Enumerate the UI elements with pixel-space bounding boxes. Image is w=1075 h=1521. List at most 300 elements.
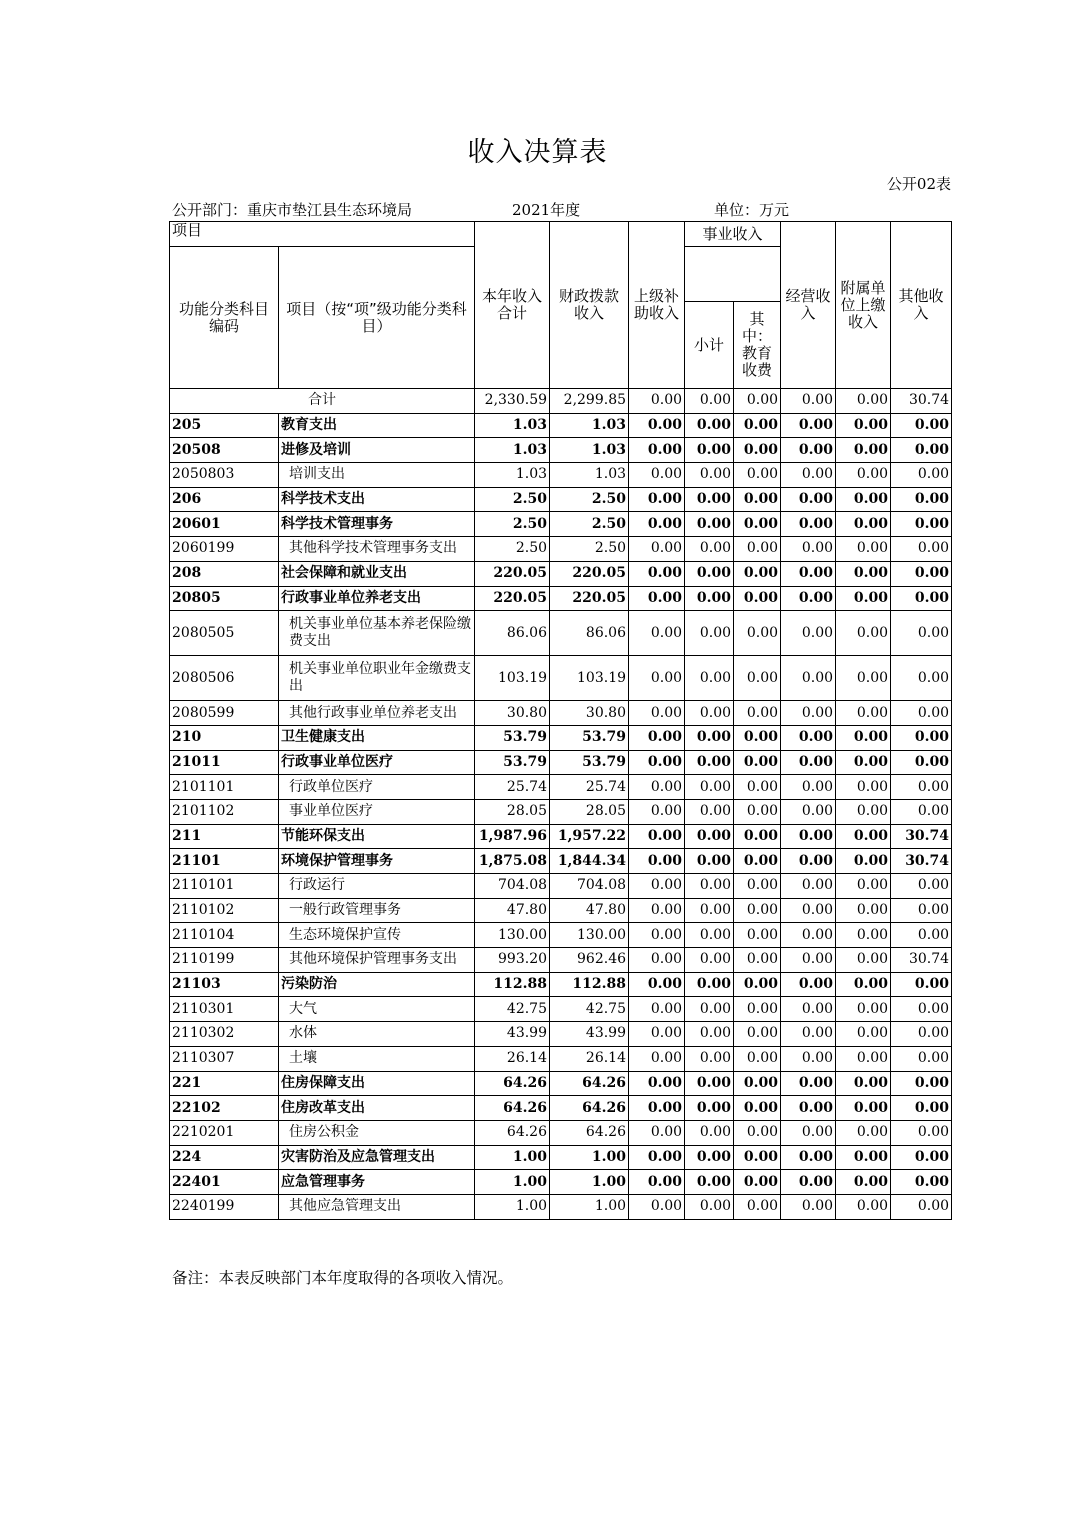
row-value: 0.00 xyxy=(781,463,836,488)
row-name: 教育支出 xyxy=(279,413,475,438)
row-code: 221 xyxy=(170,1071,279,1096)
table-row xyxy=(170,824,952,849)
row-value: 0.00 xyxy=(781,1194,836,1219)
row-value: 26.14 xyxy=(475,1046,550,1071)
row-value: 0.00 xyxy=(836,463,891,488)
row-name: 水体 xyxy=(279,1022,475,1047)
table-row xyxy=(170,923,952,948)
row-value: 0.00 xyxy=(891,413,952,438)
row-value: 220.05 xyxy=(550,561,629,586)
row-code: 2110101 xyxy=(170,874,279,899)
row-code: 2101101 xyxy=(170,775,279,800)
row-name: 灾害防治及应急管理支出 xyxy=(279,1145,475,1170)
row-name: 社会保障和就业支出 xyxy=(279,561,475,586)
row-value: 0.00 xyxy=(685,1145,734,1170)
table-row xyxy=(170,1120,952,1145)
row-value: 0.00 xyxy=(734,799,781,824)
table-row xyxy=(170,997,952,1022)
row-value: 0.00 xyxy=(685,923,734,948)
table-row xyxy=(170,874,952,899)
row-value: 0.00 xyxy=(836,701,891,726)
row-value: 0.00 xyxy=(891,487,952,512)
row-value: 0.00 xyxy=(685,799,734,824)
row-value: 2.50 xyxy=(475,512,550,537)
row-name: 环境保护管理事务 xyxy=(279,849,475,874)
row-value: 0.00 xyxy=(685,463,734,488)
row-value: 53.79 xyxy=(475,750,550,775)
row-code: 224 xyxy=(170,1145,279,1170)
row-value: 103.19 xyxy=(550,656,629,701)
row-value: 0.00 xyxy=(836,997,891,1022)
row-name: 住房改革支出 xyxy=(279,1096,475,1121)
header-fiscal: 财政拨款收入 xyxy=(550,222,629,389)
table-row xyxy=(170,512,952,537)
row-value: 28.05 xyxy=(475,799,550,824)
row-value: 64.26 xyxy=(550,1096,629,1121)
row-value: 0.00 xyxy=(629,849,685,874)
table-row xyxy=(170,611,952,656)
header-name: 项目（按“项”级功能分类科目） xyxy=(279,247,475,389)
row-value: 1.00 xyxy=(550,1170,629,1195)
row-value: 30.74 xyxy=(891,849,952,874)
row-code: 2210201 xyxy=(170,1120,279,1145)
row-value: 0.00 xyxy=(891,799,952,824)
row-value: 0.00 xyxy=(734,1170,781,1195)
row-value: 86.06 xyxy=(550,611,629,656)
row-value: 220.05 xyxy=(475,561,550,586)
row-value: 0.00 xyxy=(685,611,734,656)
row-code: 2080505 xyxy=(170,611,279,656)
row-name: 生态环境保护宣传 xyxy=(279,923,475,948)
form-code: 公开02表 xyxy=(886,175,951,193)
row-value: 0.00 xyxy=(734,1022,781,1047)
row-value: 0.00 xyxy=(891,725,952,750)
table-row xyxy=(170,799,952,824)
row-value: 0.00 xyxy=(734,701,781,726)
row-value: 0.00 xyxy=(836,948,891,973)
row-value: 0.00 xyxy=(685,750,734,775)
row-value: 0.00 xyxy=(734,1145,781,1170)
row-code: 21101 xyxy=(170,849,279,874)
row-value: 0.00 xyxy=(781,438,836,463)
row-value: 0.00 xyxy=(629,1022,685,1047)
row-value: 0.00 xyxy=(734,923,781,948)
row-code: 206 xyxy=(170,487,279,512)
table-row xyxy=(170,1145,952,1170)
row-code: 21103 xyxy=(170,972,279,997)
row-value: 0.00 xyxy=(891,1145,952,1170)
row-value: 0.00 xyxy=(685,1194,734,1219)
row-value: 2.50 xyxy=(475,487,550,512)
row-value: 993.20 xyxy=(475,948,550,973)
table-row xyxy=(170,586,952,611)
row-value: 53.79 xyxy=(550,725,629,750)
row-value: 0.00 xyxy=(836,1194,891,1219)
year-label: 2021年度 xyxy=(512,201,581,219)
row-value: 53.79 xyxy=(475,725,550,750)
table-row xyxy=(170,537,952,562)
row-value: 0.00 xyxy=(734,1071,781,1096)
row-name: 节能环保支出 xyxy=(279,824,475,849)
total-row xyxy=(170,389,952,414)
row-code: 2110102 xyxy=(170,898,279,923)
row-value: 64.26 xyxy=(475,1071,550,1096)
total-cell: 0.00 xyxy=(685,389,734,414)
header-business: 事业收入 xyxy=(685,222,781,247)
row-value: 0.00 xyxy=(734,972,781,997)
row-value: 0.00 xyxy=(836,849,891,874)
row-value: 1.03 xyxy=(475,438,550,463)
row-value: 0.00 xyxy=(836,487,891,512)
table-row xyxy=(170,701,952,726)
row-value: 0.00 xyxy=(629,611,685,656)
header-affiliate: 附属单位上缴收入 xyxy=(836,222,891,389)
row-value: 1.03 xyxy=(475,463,550,488)
row-value: 0.00 xyxy=(734,997,781,1022)
table-row xyxy=(170,948,952,973)
row-value: 0.00 xyxy=(629,656,685,701)
row-value: 0.00 xyxy=(781,586,836,611)
row-value: 0.00 xyxy=(836,656,891,701)
row-code: 2240199 xyxy=(170,1194,279,1219)
row-value: 0.00 xyxy=(685,1022,734,1047)
total-cell: 30.74 xyxy=(891,389,952,414)
row-value: 0.00 xyxy=(685,701,734,726)
row-name: 污染防治 xyxy=(279,972,475,997)
row-value: 0.00 xyxy=(781,824,836,849)
row-value: 64.26 xyxy=(475,1096,550,1121)
row-value: 0.00 xyxy=(629,972,685,997)
table-row xyxy=(170,1071,952,1096)
row-value: 0.00 xyxy=(734,1046,781,1071)
row-value: 26.14 xyxy=(550,1046,629,1071)
row-value: 0.00 xyxy=(836,750,891,775)
row-value: 0.00 xyxy=(891,1194,952,1219)
header-total: 本年收入合计 xyxy=(475,222,550,389)
row-value: 0.00 xyxy=(629,725,685,750)
table-row xyxy=(170,1096,952,1121)
row-value: 0.00 xyxy=(734,849,781,874)
table-row xyxy=(170,972,952,997)
row-value: 0.00 xyxy=(891,750,952,775)
row-value: 30.74 xyxy=(891,948,952,973)
header-education: 其中：教育收费 xyxy=(734,302,781,389)
row-value: 0.00 xyxy=(781,512,836,537)
table-row xyxy=(170,463,952,488)
row-code: 2110199 xyxy=(170,948,279,973)
row-name: 培训支出 xyxy=(279,463,475,488)
row-value: 0.00 xyxy=(891,972,952,997)
row-value: 0.00 xyxy=(685,656,734,701)
row-value: 47.80 xyxy=(475,898,550,923)
table-body xyxy=(170,389,952,1220)
row-name: 住房保障支出 xyxy=(279,1071,475,1096)
row-value: 0.00 xyxy=(685,487,734,512)
header-business-spacer xyxy=(685,247,781,302)
row-value: 0.00 xyxy=(629,874,685,899)
table-row xyxy=(170,1170,952,1195)
row-value: 0.00 xyxy=(734,1120,781,1145)
row-value: 28.05 xyxy=(550,799,629,824)
row-value: 0.00 xyxy=(685,824,734,849)
row-value: 2.50 xyxy=(475,537,550,562)
row-value: 25.74 xyxy=(475,775,550,800)
footnote: 备注：本表反映部门本年度取得的各项收入情况。 xyxy=(172,1269,514,1287)
row-value: 0.00 xyxy=(836,874,891,899)
row-value: 0.00 xyxy=(629,512,685,537)
table-row xyxy=(170,1194,952,1219)
row-name: 一般行政管理事务 xyxy=(279,898,475,923)
row-value: 0.00 xyxy=(734,537,781,562)
row-code: 2110104 xyxy=(170,923,279,948)
row-value: 704.08 xyxy=(550,874,629,899)
row-name: 行政运行 xyxy=(279,874,475,899)
row-value: 220.05 xyxy=(550,586,629,611)
row-code: 2060199 xyxy=(170,537,279,562)
row-value: 112.88 xyxy=(475,972,550,997)
row-value: 0.00 xyxy=(685,1046,734,1071)
table-row xyxy=(170,487,952,512)
row-name: 行政事业单位医疗 xyxy=(279,750,475,775)
table-row xyxy=(170,1046,952,1071)
row-name: 其他科学技术管理事务支出 xyxy=(279,537,475,562)
row-value: 0.00 xyxy=(629,898,685,923)
header-item: 项目 xyxy=(170,222,475,247)
page-title: 收入决算表 xyxy=(467,137,608,168)
row-value: 0.00 xyxy=(781,611,836,656)
row-value: 0.00 xyxy=(629,1120,685,1145)
row-value: 0.00 xyxy=(685,997,734,1022)
row-value: 0.00 xyxy=(781,1120,836,1145)
row-value: 0.00 xyxy=(836,824,891,849)
row-name: 其他环境保护管理事务支出 xyxy=(279,948,475,973)
row-value: 0.00 xyxy=(836,537,891,562)
row-value: 0.00 xyxy=(629,537,685,562)
row-value: 0.00 xyxy=(685,537,734,562)
table-row xyxy=(170,656,952,701)
row-value: 0.00 xyxy=(781,725,836,750)
header-code: 功能分类科目编码 xyxy=(170,247,279,389)
row-value: 0.00 xyxy=(734,948,781,973)
total-cell: 2,299.85 xyxy=(550,389,629,414)
row-value: 0.00 xyxy=(629,1096,685,1121)
row-value: 42.75 xyxy=(550,997,629,1022)
row-value: 0.00 xyxy=(781,1022,836,1047)
row-value: 0.00 xyxy=(685,413,734,438)
row-value: 2.50 xyxy=(550,487,629,512)
row-code: 2101102 xyxy=(170,799,279,824)
row-code: 20508 xyxy=(170,438,279,463)
row-value: 1.00 xyxy=(550,1145,629,1170)
row-value: 0.00 xyxy=(781,874,836,899)
row-code: 2080506 xyxy=(170,656,279,701)
row-value: 0.00 xyxy=(629,1071,685,1096)
row-value: 0.00 xyxy=(891,561,952,586)
row-value: 704.08 xyxy=(475,874,550,899)
row-name: 进修及培训 xyxy=(279,438,475,463)
row-value: 0.00 xyxy=(781,1046,836,1071)
row-value: 0.00 xyxy=(734,725,781,750)
row-value: 0.00 xyxy=(836,1096,891,1121)
row-name: 科学技术管理事务 xyxy=(279,512,475,537)
table-row xyxy=(170,561,952,586)
row-value: 0.00 xyxy=(629,997,685,1022)
row-value: 0.00 xyxy=(836,1120,891,1145)
row-value: 1,875.08 xyxy=(475,849,550,874)
row-code: 2110302 xyxy=(170,1022,279,1047)
row-value: 0.00 xyxy=(781,775,836,800)
row-value: 0.00 xyxy=(836,725,891,750)
row-name: 事业单位医疗 xyxy=(279,799,475,824)
row-value: 0.00 xyxy=(685,561,734,586)
row-value: 0.00 xyxy=(685,512,734,537)
row-value: 1.03 xyxy=(550,438,629,463)
row-value: 1.03 xyxy=(550,413,629,438)
row-value: 0.00 xyxy=(836,586,891,611)
row-value: 1,987.96 xyxy=(475,824,550,849)
row-value: 0.00 xyxy=(891,512,952,537)
row-value: 0.00 xyxy=(891,611,952,656)
row-value: 130.00 xyxy=(475,923,550,948)
row-value: 42.75 xyxy=(475,997,550,1022)
row-value: 0.00 xyxy=(734,898,781,923)
row-value: 0.00 xyxy=(629,775,685,800)
row-value: 0.00 xyxy=(836,799,891,824)
row-value: 30.80 xyxy=(550,701,629,726)
row-code: 22102 xyxy=(170,1096,279,1121)
total-cell: 0.00 xyxy=(836,389,891,414)
row-value: 112.88 xyxy=(550,972,629,997)
row-value: 0.00 xyxy=(734,824,781,849)
row-value: 0.00 xyxy=(629,438,685,463)
row-value: 962.46 xyxy=(550,948,629,973)
row-value: 0.00 xyxy=(836,1170,891,1195)
row-value: 0.00 xyxy=(891,656,952,701)
table-row xyxy=(170,775,952,800)
total-label: 合计 xyxy=(170,389,475,414)
row-value: 0.00 xyxy=(836,438,891,463)
row-value: 130.00 xyxy=(550,923,629,948)
row-value: 0.00 xyxy=(891,1096,952,1121)
row-value: 1.00 xyxy=(475,1170,550,1195)
row-value: 0.00 xyxy=(734,611,781,656)
table-row xyxy=(170,1022,952,1047)
row-value: 0.00 xyxy=(781,750,836,775)
row-value: 0.00 xyxy=(836,972,891,997)
row-value: 0.00 xyxy=(629,463,685,488)
row-value: 1.00 xyxy=(475,1145,550,1170)
row-name: 机关事业单位基本养老保险缴费支出 xyxy=(279,611,475,656)
row-value: 0.00 xyxy=(836,898,891,923)
table-row xyxy=(170,413,952,438)
row-code: 205 xyxy=(170,413,279,438)
row-value: 0.00 xyxy=(685,775,734,800)
row-value: 0.00 xyxy=(891,1071,952,1096)
row-name: 大气 xyxy=(279,997,475,1022)
row-value: 0.00 xyxy=(781,948,836,973)
row-value: 0.00 xyxy=(734,656,781,701)
row-value: 64.26 xyxy=(550,1120,629,1145)
row-value: 0.00 xyxy=(685,898,734,923)
row-value: 0.00 xyxy=(891,898,952,923)
row-value: 0.00 xyxy=(891,438,952,463)
row-value: 0.00 xyxy=(836,775,891,800)
row-value: 2.50 xyxy=(550,537,629,562)
row-name: 住房公积金 xyxy=(279,1120,475,1145)
row-code: 211 xyxy=(170,824,279,849)
row-value: 0.00 xyxy=(781,799,836,824)
row-value: 0.00 xyxy=(685,948,734,973)
row-value: 0.00 xyxy=(781,898,836,923)
row-code: 2110307 xyxy=(170,1046,279,1071)
row-value: 0.00 xyxy=(891,1170,952,1195)
row-value: 0.00 xyxy=(629,701,685,726)
row-value: 0.00 xyxy=(836,611,891,656)
total-cell: 0.00 xyxy=(629,389,685,414)
row-value: 2.50 xyxy=(550,512,629,537)
row-value: 0.00 xyxy=(891,874,952,899)
row-value: 0.00 xyxy=(629,948,685,973)
row-value: 0.00 xyxy=(629,1145,685,1170)
row-value: 0.00 xyxy=(685,1096,734,1121)
header-upper: 上级补助收入 xyxy=(629,222,685,389)
row-value: 0.00 xyxy=(685,972,734,997)
row-name: 其他应急管理支出 xyxy=(279,1194,475,1219)
row-code: 2080599 xyxy=(170,701,279,726)
row-value: 0.00 xyxy=(629,750,685,775)
row-value: 0.00 xyxy=(685,725,734,750)
row-value: 0.00 xyxy=(891,997,952,1022)
row-value: 1.00 xyxy=(550,1194,629,1219)
row-value: 0.00 xyxy=(836,512,891,537)
row-value: 0.00 xyxy=(781,923,836,948)
row-name: 科学技术支出 xyxy=(279,487,475,512)
row-value: 0.00 xyxy=(629,1194,685,1219)
row-value: 0.00 xyxy=(891,701,952,726)
row-value: 0.00 xyxy=(629,923,685,948)
row-value: 0.00 xyxy=(891,537,952,562)
row-value: 30.74 xyxy=(891,824,952,849)
header-subtotal: 小计 xyxy=(685,302,734,389)
row-value: 0.00 xyxy=(836,923,891,948)
total-cell: 2,330.59 xyxy=(475,389,550,414)
row-value: 0.00 xyxy=(781,997,836,1022)
row-code: 21011 xyxy=(170,750,279,775)
table-row xyxy=(170,849,952,874)
row-value: 0.00 xyxy=(685,849,734,874)
row-value: 0.00 xyxy=(781,561,836,586)
row-value: 0.00 xyxy=(629,586,685,611)
row-value: 64.26 xyxy=(475,1120,550,1145)
row-value: 0.00 xyxy=(734,463,781,488)
header-operating: 经营收入 xyxy=(781,222,836,389)
row-name: 土壤 xyxy=(279,1046,475,1071)
row-code: 208 xyxy=(170,561,279,586)
row-value: 0.00 xyxy=(734,561,781,586)
row-value: 43.99 xyxy=(475,1022,550,1047)
row-value: 43.99 xyxy=(550,1022,629,1047)
row-value: 0.00 xyxy=(685,1170,734,1195)
row-value: 0.00 xyxy=(781,537,836,562)
income-table xyxy=(169,221,952,1220)
row-value: 0.00 xyxy=(836,1046,891,1071)
row-value: 0.00 xyxy=(836,1022,891,1047)
row-value: 0.00 xyxy=(734,775,781,800)
row-value: 0.00 xyxy=(836,413,891,438)
row-value: 0.00 xyxy=(685,586,734,611)
row-value: 1.03 xyxy=(550,463,629,488)
row-value: 0.00 xyxy=(781,1071,836,1096)
